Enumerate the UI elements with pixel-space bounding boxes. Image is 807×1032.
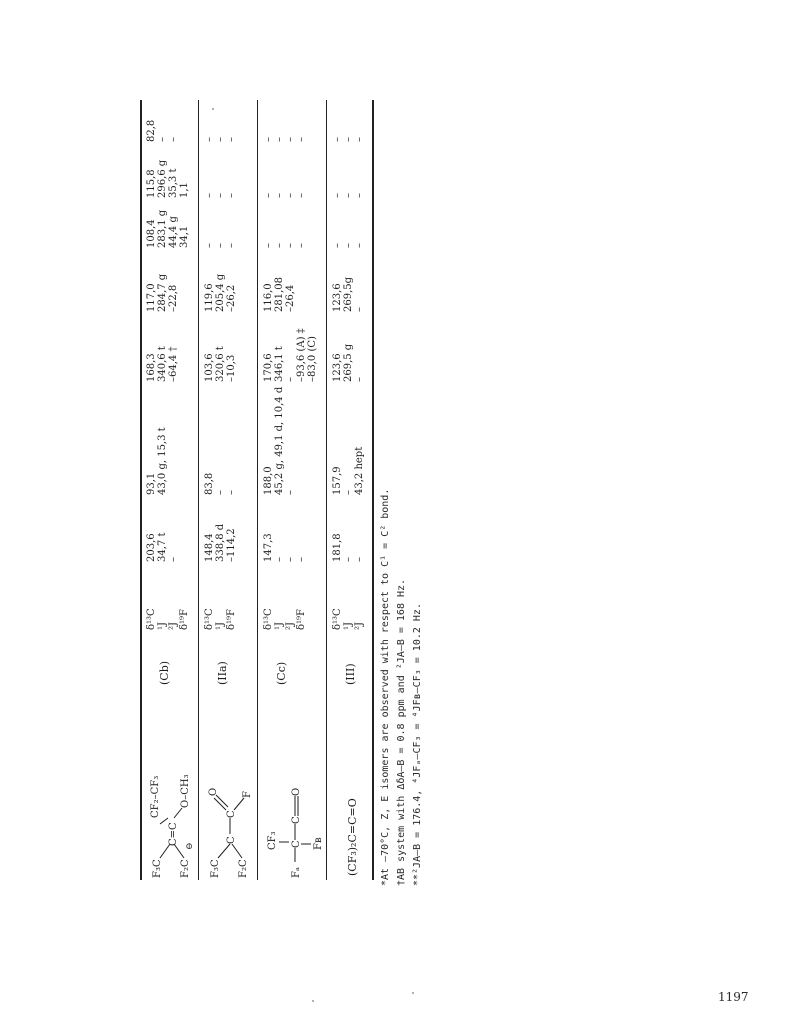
value-column-c3 (146, 346, 179, 382)
value-column-c7-line: – (354, 137, 365, 142)
compound-structure (332, 670, 370, 880)
value-column-c7-line: – (296, 137, 307, 142)
value-column-c4-line: –26,4 (285, 284, 296, 312)
value-column-c2 (204, 473, 237, 495)
table-row-cb (146, 100, 196, 880)
value-column-c3-line: –83,0 (C) (307, 336, 318, 382)
value-column-c1 (332, 533, 365, 562)
value-column-c1 (263, 533, 307, 562)
value-column-c4-line: 205,4 g (215, 273, 226, 312)
value-column-c2-line: – (285, 490, 296, 495)
value-column-c5 (204, 243, 237, 248)
parameter-column-line: δ¹⁹F (179, 609, 190, 630)
footnote-2: †AB system with ΔδA–B = 0.8 ppm and ²JA–B = 168 Hz. (396, 578, 407, 886)
scan-speck (412, 992, 414, 994)
value-column-c2 (332, 447, 365, 495)
value-column-c5-line: – (285, 243, 296, 248)
value-column-c7-line: – (343, 137, 354, 142)
value-column-c3 (204, 346, 237, 382)
structure-atom: CF₂–CF₃ (150, 775, 161, 818)
compound-label: (IIa) (216, 661, 229, 685)
value-column-c3-line: 103,6 (204, 353, 215, 382)
value-column-c5-line: – (343, 243, 354, 248)
value-column-c4-line: –26,2 (226, 284, 237, 312)
compound-structure (146, 670, 196, 880)
value-column-c7 (146, 120, 179, 142)
value-column-c7 (332, 137, 365, 142)
table-rule-bottom (372, 100, 374, 880)
footnote-3: **²JA–B = 176.4, ⁴JFₐ–CF₃ = ⁴JFʙ–CF₃ = 10.2 Hz. (412, 603, 423, 886)
parameter-column-line: ¹J (274, 621, 285, 630)
value-column-c1-line: – (274, 557, 285, 562)
value-column-c6-line: – (285, 193, 296, 198)
value-column-c7 (204, 137, 237, 142)
scan-speck (312, 1000, 314, 1002)
value-column-c6-line: 35,3 t (168, 168, 179, 198)
value-column-c5-line: – (215, 243, 226, 248)
structure-bond (160, 818, 168, 824)
structure-atom: C (291, 840, 302, 848)
structure-atom: Fₐ (291, 867, 302, 878)
value-column-c6 (146, 160, 190, 198)
table-row-iii (332, 100, 370, 880)
structure-atom: O (291, 787, 302, 796)
value-column-c5-line: 44,4 g (168, 216, 179, 248)
parameter-column (263, 608, 307, 630)
value-column-c7-line: – (215, 137, 226, 142)
structure-bond (174, 808, 182, 818)
value-column-c3-line: 123,6 (332, 353, 343, 382)
page-number: 1197 (718, 990, 749, 1004)
value-column-c6-line: – (215, 193, 226, 198)
parameter-column-line: ¹J (215, 621, 226, 630)
structure-atom: O (208, 787, 219, 796)
rotated-data-table (140, 100, 372, 880)
value-column-c5 (332, 243, 365, 248)
table-rule-top (140, 100, 142, 880)
structure-atom: C (226, 810, 237, 818)
value-column-c4-line: 281,08 (274, 277, 285, 312)
value-column-c6-line: – (274, 193, 285, 198)
value-column-c1-line: 338,8 d (215, 523, 226, 562)
structure-bond (218, 844, 230, 858)
value-column-c3-line: –64,4 † (168, 346, 179, 382)
value-column-c5-line: – (204, 243, 215, 248)
value-column-c3-line: 320,6 t (215, 346, 226, 382)
value-column-c3-line: –93,6 (A) ‡ (296, 328, 307, 382)
value-column-c1-line: 181,8 (332, 533, 343, 562)
value-column-c3 (263, 328, 318, 382)
parameter-column (146, 608, 190, 630)
value-column-c3-line: 340,6 t (157, 346, 168, 382)
value-column-c4-line: 117,0 (146, 283, 157, 312)
value-column-c7 (263, 137, 307, 142)
parameter-column-line: δ¹³C (332, 608, 343, 630)
value-column-c2-line: – (226, 490, 237, 495)
value-column-c7-line: – (263, 137, 274, 142)
value-column-c2 (263, 387, 296, 495)
value-column-c7-line: – (332, 137, 343, 142)
value-column-c1-line: – (296, 557, 307, 562)
value-column-c2-line: 188,0 (263, 466, 274, 495)
structure-bond (232, 844, 242, 858)
value-column-c5-line: – (354, 243, 365, 248)
structure-bond (174, 844, 184, 858)
value-column-c7-line: – (168, 137, 179, 142)
value-column-c3-line: 168,3 (146, 353, 157, 382)
compound-label: (III) (344, 663, 357, 685)
structure-diagram (332, 690, 370, 880)
value-column-c5-line: 34,1 (179, 225, 190, 248)
value-column-c3-line: 346,1 t (274, 346, 285, 382)
value-column-c4-line: 119,6 (204, 283, 215, 312)
value-column-c3-line: –10,3 (226, 354, 237, 382)
value-column-c7-line: 82,8 (146, 119, 157, 142)
value-column-c2-line: 157,9 (332, 466, 343, 495)
value-column-c3 (332, 344, 365, 382)
structure-atom: C (226, 836, 237, 844)
value-column-c3-line: 269,5 g (343, 343, 354, 382)
value-column-c5 (263, 243, 307, 248)
structure-bond (216, 795, 228, 807)
parameter-column-line: ¹J (157, 621, 168, 630)
value-column-c5-line: – (296, 243, 307, 248)
value-column-c7-line: – (226, 137, 237, 142)
structure-diagram (146, 690, 196, 880)
value-column-c1-line: – (354, 557, 365, 562)
parameter-column-line: δ¹⁹F (296, 609, 307, 630)
value-column-c6-line: – (332, 193, 343, 198)
value-column-c2-line: 45,2 g, 49,1 d, 10,4 d (274, 386, 285, 495)
value-column-c1-line: 147,3 (263, 533, 274, 562)
structure-atom: F₃C (152, 859, 163, 878)
value-column-c5-line: – (332, 243, 343, 248)
structure-atom: C (291, 816, 302, 824)
value-column-c4-line: 284,7 g (157, 273, 168, 312)
structure-atom: F (242, 791, 253, 798)
value-column-c5-line: – (274, 243, 285, 248)
value-column-c1-line: 203,6 (146, 533, 157, 562)
compound-label: (Cc) (275, 661, 288, 685)
structure-atom: (CF₃)₂C=C=O (346, 798, 359, 876)
value-column-c4-line: 123,6 (332, 283, 343, 312)
parameter-column (332, 608, 365, 630)
compound-label: (Cb) (158, 660, 171, 685)
value-column-c1-line: – (343, 557, 354, 562)
scan-speck (212, 108, 214, 110)
table-rule (257, 100, 258, 880)
table-rule (198, 100, 199, 880)
value-column-c5-line: – (263, 243, 274, 248)
value-column-c2 (146, 427, 168, 495)
value-column-c6 (263, 193, 307, 198)
value-column-c6-line: 115,8 (146, 169, 157, 198)
value-column-c7-line: – (157, 137, 168, 142)
value-column-c6-line: 296,6 g (157, 159, 168, 198)
value-column-c6-line: – (343, 193, 354, 198)
value-column-c4-line: –22,8 (168, 284, 179, 312)
value-column-c2-line: – (343, 490, 354, 495)
value-column-c5 (146, 210, 190, 248)
structure-bond (214, 798, 226, 810)
value-column-c4-line: – (354, 307, 365, 312)
value-column-c6-line: – (226, 193, 237, 198)
value-column-c2-line: 43,0 g, 15,3 t (157, 427, 168, 495)
structure-atom: F₂C (180, 859, 191, 878)
value-column-c2-line: 93,1 (146, 472, 157, 495)
footnotes (378, 366, 426, 886)
value-column-c6 (204, 193, 237, 198)
value-column-c6-line: – (296, 193, 307, 198)
value-column-c1-line: – (168, 557, 179, 562)
value-column-c5-line: – (226, 243, 237, 248)
structure-atom: ⊖ (185, 842, 195, 850)
compound-structure (263, 670, 323, 880)
value-column-c7-line: – (274, 137, 285, 142)
parameter-column-line: δ¹⁹F (226, 609, 237, 630)
structure-diagram (204, 690, 254, 880)
structure-atom: O–CH₃ (180, 774, 191, 808)
compound-structure (204, 670, 254, 880)
value-column-c1 (204, 524, 237, 562)
value-column-c4 (204, 274, 237, 312)
footnote-1: *At –70°C, Z, E isomers are observed with respect to C¹ = C² bond. (380, 488, 391, 886)
value-column-c7-line: – (285, 137, 296, 142)
value-column-c6-line: 1,1 (179, 182, 190, 198)
table-rule (326, 100, 327, 880)
parameter-column (204, 608, 237, 630)
parameter-column-line: δ¹³C (263, 608, 274, 630)
structure-atom: F₂C (238, 859, 249, 878)
value-column-c5-line: 108,4 (146, 219, 157, 248)
value-column-c2-line: 43,2 hept (354, 446, 365, 495)
parameter-column-line: δ¹³C (204, 608, 215, 630)
value-column-c2-line: 83,8 (204, 472, 215, 495)
value-column-c5-line: 283,1 g (157, 209, 168, 248)
value-column-c6 (332, 193, 365, 198)
structure-bond (160, 844, 170, 858)
value-column-c4-line: 269,5g (343, 276, 354, 312)
value-column-c1-line: 148,4 (204, 533, 215, 562)
value-column-c4 (263, 277, 296, 312)
structure-atom: C=C (168, 822, 179, 846)
value-column-c3-line: – (354, 377, 365, 382)
value-column-c4 (146, 274, 179, 312)
value-column-c3-line: 170,6 (263, 353, 274, 382)
value-column-c1-line: 34,7 t (157, 532, 168, 562)
value-column-c6-line: – (354, 193, 365, 198)
structure-atom: CF₃ (267, 831, 278, 850)
value-column-c4 (332, 277, 365, 312)
parameter-column-line: δ¹³C (146, 608, 157, 630)
structure-atom: Fʙ (313, 837, 324, 850)
structure-bond (234, 798, 244, 810)
value-column-c4-line: 116,0 (263, 283, 274, 312)
parameter-column-line: ²J (285, 621, 296, 630)
table-row-cc (263, 100, 323, 880)
parameter-column-line: ¹J (343, 621, 354, 630)
structure-atom: F₃C (210, 859, 221, 878)
value-column-c1-line: –114,2 (226, 528, 237, 562)
value-column-c1-line: – (285, 557, 296, 562)
value-column-c1 (146, 533, 179, 562)
table-row-iia (204, 100, 254, 880)
value-column-c7-line: – (204, 137, 215, 142)
parameter-column-line: ²J (354, 621, 365, 630)
value-column-c3-line: – (285, 377, 296, 382)
parameter-column-line: ²J (168, 621, 179, 630)
structure-diagram (263, 690, 323, 880)
value-column-c6-line: – (204, 193, 215, 198)
value-column-c2-line: – (215, 490, 226, 495)
value-column-c6-line: – (263, 193, 274, 198)
